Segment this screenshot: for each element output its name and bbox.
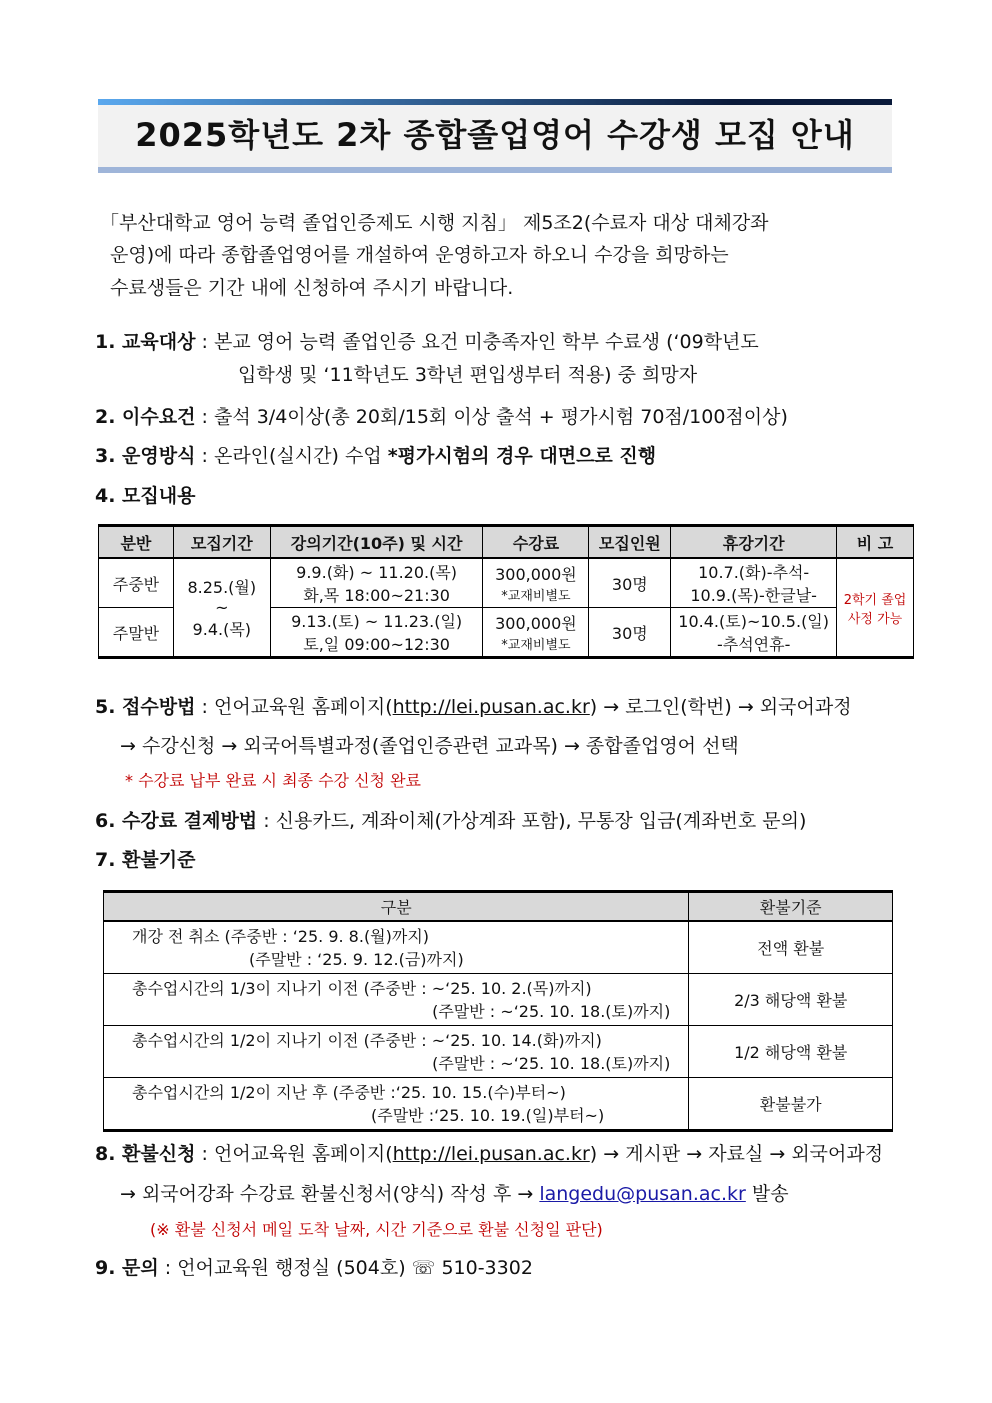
section-label: 9. 문의 bbox=[95, 1257, 159, 1279]
refund-condition bbox=[104, 1026, 689, 1078]
header-cell: 휴강기간 bbox=[671, 526, 837, 559]
period-start: 8.25.(월) bbox=[187, 578, 257, 597]
section-registration-cont: → 수강신청 → 외국어특별과정(졸업인증관련 교과목) → 종합졸업영어 선택 bbox=[120, 735, 739, 757]
fee-amount: 300,000원 bbox=[495, 614, 577, 633]
section-refund-request bbox=[95, 1139, 883, 1166]
table-row bbox=[104, 1026, 893, 1078]
section-label: 3. 운영방식 bbox=[95, 445, 196, 467]
recruit-period bbox=[173, 558, 270, 658]
header-cell: 모집인원 bbox=[589, 526, 671, 559]
condition-weekend: (주말반 :‘25. 10. 19.(일)부터~) bbox=[371, 1105, 605, 1125]
intro-line-1: 「부산대학교 영어 능력 졸업인증제도 시행 지침」 제5조2(수료자 대상 대체강좌 bbox=[100, 212, 769, 234]
note-cell: 2학기 졸업사정 가능 bbox=[837, 558, 914, 658]
section-label: 4. 모집내용 bbox=[95, 485, 196, 507]
condition-weekend: (주말반 : ~‘25. 10. 18.(토)까지) bbox=[432, 1053, 671, 1073]
refund-amount: 1/2 해당액 환불 bbox=[689, 1026, 893, 1078]
header-cell: 수강료 bbox=[483, 526, 589, 559]
registration-note: * 수강료 납부 완료 시 최종 수강 신청 완료 bbox=[125, 771, 421, 790]
fee bbox=[483, 558, 589, 608]
section-text: : 언어교육원 행정실 (504호) ☏ 510-3302 bbox=[158, 1257, 533, 1279]
condition-weekday: 총수업시간의 1/3이 지나기 이전 (주중반 : ~‘25. 10. 2.(목)까지) bbox=[132, 978, 592, 998]
section-label: 8. 환불신청 bbox=[95, 1143, 196, 1165]
section-refund-request-cont bbox=[120, 1179, 789, 1206]
section-text: 발송 bbox=[745, 1183, 789, 1205]
section-label: 7. 환불기준 bbox=[95, 849, 196, 871]
section-registration bbox=[95, 692, 852, 719]
colon: : bbox=[195, 1143, 214, 1165]
refund-table bbox=[103, 890, 893, 1132]
section-text: ) → 게시판 → 자료실 → 외국어과정 bbox=[589, 1143, 884, 1165]
condition-weekday: 총수업시간의 1/2이 지난 후 (주중반 :‘25. 10. 15.(수)부터~) bbox=[132, 1082, 566, 1102]
refund-condition bbox=[104, 1078, 689, 1131]
section-text: : 본교 영어 능력 졸업인증 요건 미충족자인 학부 수료생 (‘09학년도 bbox=[201, 331, 759, 353]
section-text: : 출석 3/4이상(총 20회/15회 이상 출석 + 평가시험 70점/100점이상) bbox=[201, 406, 788, 428]
lecture-period bbox=[270, 608, 483, 658]
fee-note: *교재비별도 bbox=[501, 638, 571, 653]
header-cell: 구분 bbox=[104, 892, 689, 922]
section-label: 5. 접수방법 bbox=[95, 696, 196, 718]
refund-note: (※ 환불 신청서 메일 도착 날짜, 시간 기준으로 환불 신청일 판단) bbox=[150, 1220, 603, 1239]
break-line: 10.9.(목)-한글날- bbox=[690, 586, 817, 605]
table-row bbox=[104, 974, 893, 1026]
table-row bbox=[104, 1078, 893, 1131]
section-method bbox=[95, 441, 656, 468]
break-line: 10.4.(토)~10.5.(일) bbox=[678, 612, 830, 631]
header-cell: 환불기준 bbox=[689, 892, 893, 922]
period-sep: ~ bbox=[215, 598, 229, 617]
page-title: 2025학년도 2차 종합졸업영어 수강생 모집 안내 bbox=[135, 116, 855, 154]
section-text: : 신용카드, 계좌이체(가상계좌 포함), 무통장 입금(계좌번호 문의) bbox=[257, 810, 807, 832]
section-target-cont: 입학생 및 ‘11학년도 3학년 편입생부터 적용) 중 희망자 bbox=[238, 364, 698, 386]
lecture-dates: 9.13.(토) ~ 11.23.(일) bbox=[291, 612, 463, 631]
section-text: ) → 로그인(학번) → 외국어과정 bbox=[589, 696, 852, 718]
period-end: 9.4.(목) bbox=[192, 620, 252, 639]
recruitment-table bbox=[98, 524, 914, 659]
table-header-row bbox=[99, 526, 914, 559]
section-text: → 외국어강좌 수강료 환불신청서(양식) 작성 후 → bbox=[120, 1183, 540, 1205]
condition-weekend: (주말반 : ~‘25. 10. 18.(토)까지) bbox=[432, 1001, 671, 1021]
break-period bbox=[671, 608, 837, 658]
break-line: -추석연휴- bbox=[716, 635, 791, 654]
fee-note: *교재비별도 bbox=[501, 589, 571, 604]
section-contact bbox=[95, 1253, 533, 1280]
section-label: 1. 교육대상 bbox=[95, 331, 196, 353]
lecture-times: 토,일 09:00~12:30 bbox=[303, 635, 450, 654]
refund-condition bbox=[104, 974, 689, 1026]
title-accent-bar bbox=[98, 99, 892, 105]
intro-line-3: 수료생들은 기간 내에 신청하여 주시기 바랍니다. bbox=[110, 277, 514, 299]
refund-amount: 전액 환불 bbox=[689, 921, 893, 974]
section-text: 언어교육원 홈페이지( bbox=[213, 696, 393, 718]
section-bold-note: *평가시험의 경우 대면으로 진행 bbox=[387, 445, 657, 467]
section-refund-policy bbox=[95, 845, 195, 872]
section-text: : 온라인(실시간) 수업 bbox=[201, 445, 388, 467]
table-row bbox=[104, 921, 893, 974]
lecture-times: 화,목 18:00~21:30 bbox=[303, 586, 450, 605]
lecture-period bbox=[270, 558, 483, 608]
capacity: 30명 bbox=[589, 558, 671, 608]
fee bbox=[483, 608, 589, 658]
section-payment bbox=[95, 806, 806, 833]
break-line: 10.7.(화)-추석- bbox=[698, 563, 810, 582]
email-link[interactable]: langedu@pusan.ac.kr bbox=[539, 1183, 746, 1205]
header-cell: 강의기간(10주) 및 시간 bbox=[270, 526, 483, 559]
refund-condition bbox=[104, 921, 689, 974]
condition-weekday: 총수업시간의 1/2이 지나기 이전 (주중반 : ~‘25. 10. 14.(화)까지) bbox=[132, 1030, 602, 1050]
intro-line-2: 운영)에 따라 종합졸업영어를 개설하여 운영하고자 하오니 수강을 희망하는 bbox=[110, 244, 729, 266]
section-recruitment bbox=[95, 481, 195, 508]
condition-weekday: 개강 전 취소 (주중반 : ‘25. 9. 8.(월)까지) bbox=[132, 926, 430, 946]
section-label: 2. 이수요건 bbox=[95, 406, 196, 428]
section-text: 언어교육원 홈페이지( bbox=[213, 1143, 393, 1165]
table-row bbox=[99, 558, 914, 608]
refund-amount: 2/3 해당액 환불 bbox=[689, 974, 893, 1026]
lecture-dates: 9.9.(화) ~ 11.20.(목) bbox=[296, 563, 458, 582]
refund-amount: 환불불가 bbox=[689, 1078, 893, 1131]
fee-amount: 300,000원 bbox=[495, 565, 577, 584]
class-name: 주말반 bbox=[99, 608, 174, 658]
section-target bbox=[95, 327, 759, 354]
header-cell: 모집기간 bbox=[173, 526, 270, 559]
homepage-link[interactable]: http://lei.pusan.ac.kr bbox=[392, 696, 590, 718]
colon: : bbox=[195, 696, 214, 718]
break-period bbox=[671, 558, 837, 608]
header-cell: 비 고 bbox=[837, 526, 914, 559]
homepage-link[interactable]: http://lei.pusan.ac.kr bbox=[392, 1143, 590, 1165]
table-header-row bbox=[104, 892, 893, 922]
class-name: 주중반 bbox=[99, 558, 174, 608]
section-label: 6. 수강료 결제방법 bbox=[95, 810, 258, 832]
capacity: 30명 bbox=[589, 608, 671, 658]
header-cell: 분반 bbox=[99, 526, 174, 559]
condition-weekend: (주말반 : ‘25. 9. 12.(금)까지) bbox=[249, 949, 464, 969]
section-requirements bbox=[95, 402, 788, 429]
